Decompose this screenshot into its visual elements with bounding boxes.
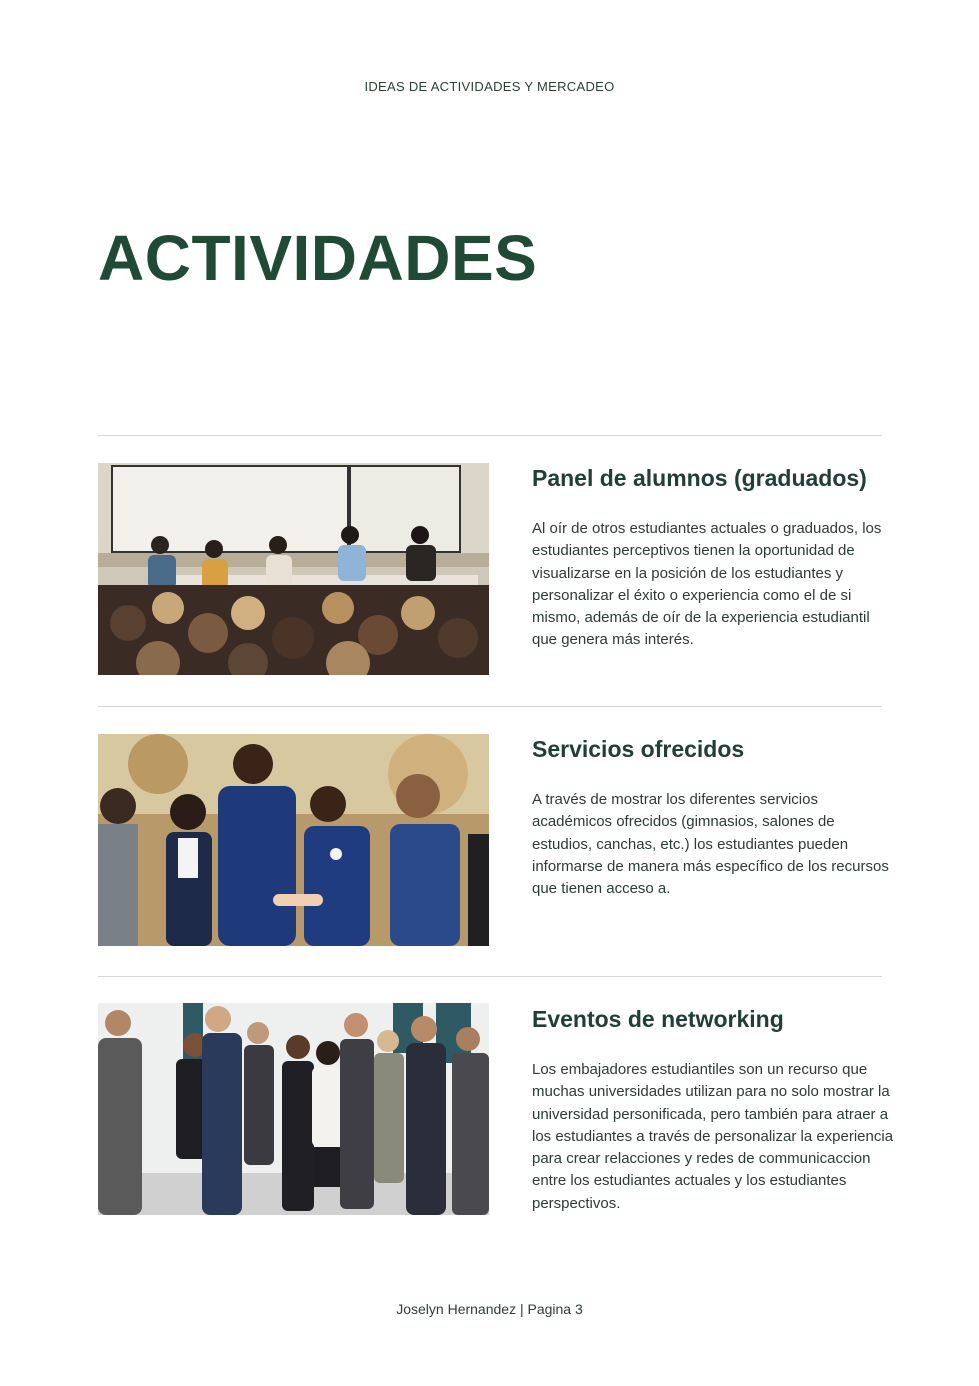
section-body-networking: Los embajadores estudiantiles son un recurso que muchas universidades utilizan para no solo mostrar la universidad personificada, pero también para atraer a los estudiantes a través de personalizar la experiencia para crear relacciones y redes de communicaccion entre los estudiantes actuales y los estudiantes perspectivos.: [532, 1061, 894, 1212]
divider: [98, 976, 882, 977]
section-title-alumni-panel: Panel de alumnos (graduados): [532, 465, 867, 491]
section-body-alumni-panel: Al oír de otros estudiantes actuales o graduados, los estudiantes perceptivos tienen la oportunidad de visualizarse en la posición de los estudiantes y personalizar el éxito o experiencia como el de si mismo, además de oír de la experiencia estudiantil que genera más interés.: [532, 520, 882, 649]
networking-photo: [98, 1003, 489, 1215]
page-footer: Joselyn Hernandez | Pagina 3: [396, 1301, 583, 1317]
section-title-services: Servicios ofrecidos: [532, 736, 745, 762]
section-body-services: A través de mostrar los diferentes servicios académicos ofrecidos (gimnasios, salones de estudios, canchas, etc.) los estudiantes pueden informarse de manera más específico de los recursos que tienen acceso a.: [532, 791, 889, 898]
alumni-panel-photo: [98, 463, 489, 675]
divider: [98, 435, 882, 436]
divider: [98, 706, 882, 707]
page-title: ACTIVIDADES: [98, 222, 538, 294]
section-title-networking: Eventos de networking: [532, 1006, 784, 1032]
services-photo: [98, 734, 489, 946]
running-header: IDEAS DE ACTIVIDADES Y MERCADEO: [364, 79, 615, 94]
